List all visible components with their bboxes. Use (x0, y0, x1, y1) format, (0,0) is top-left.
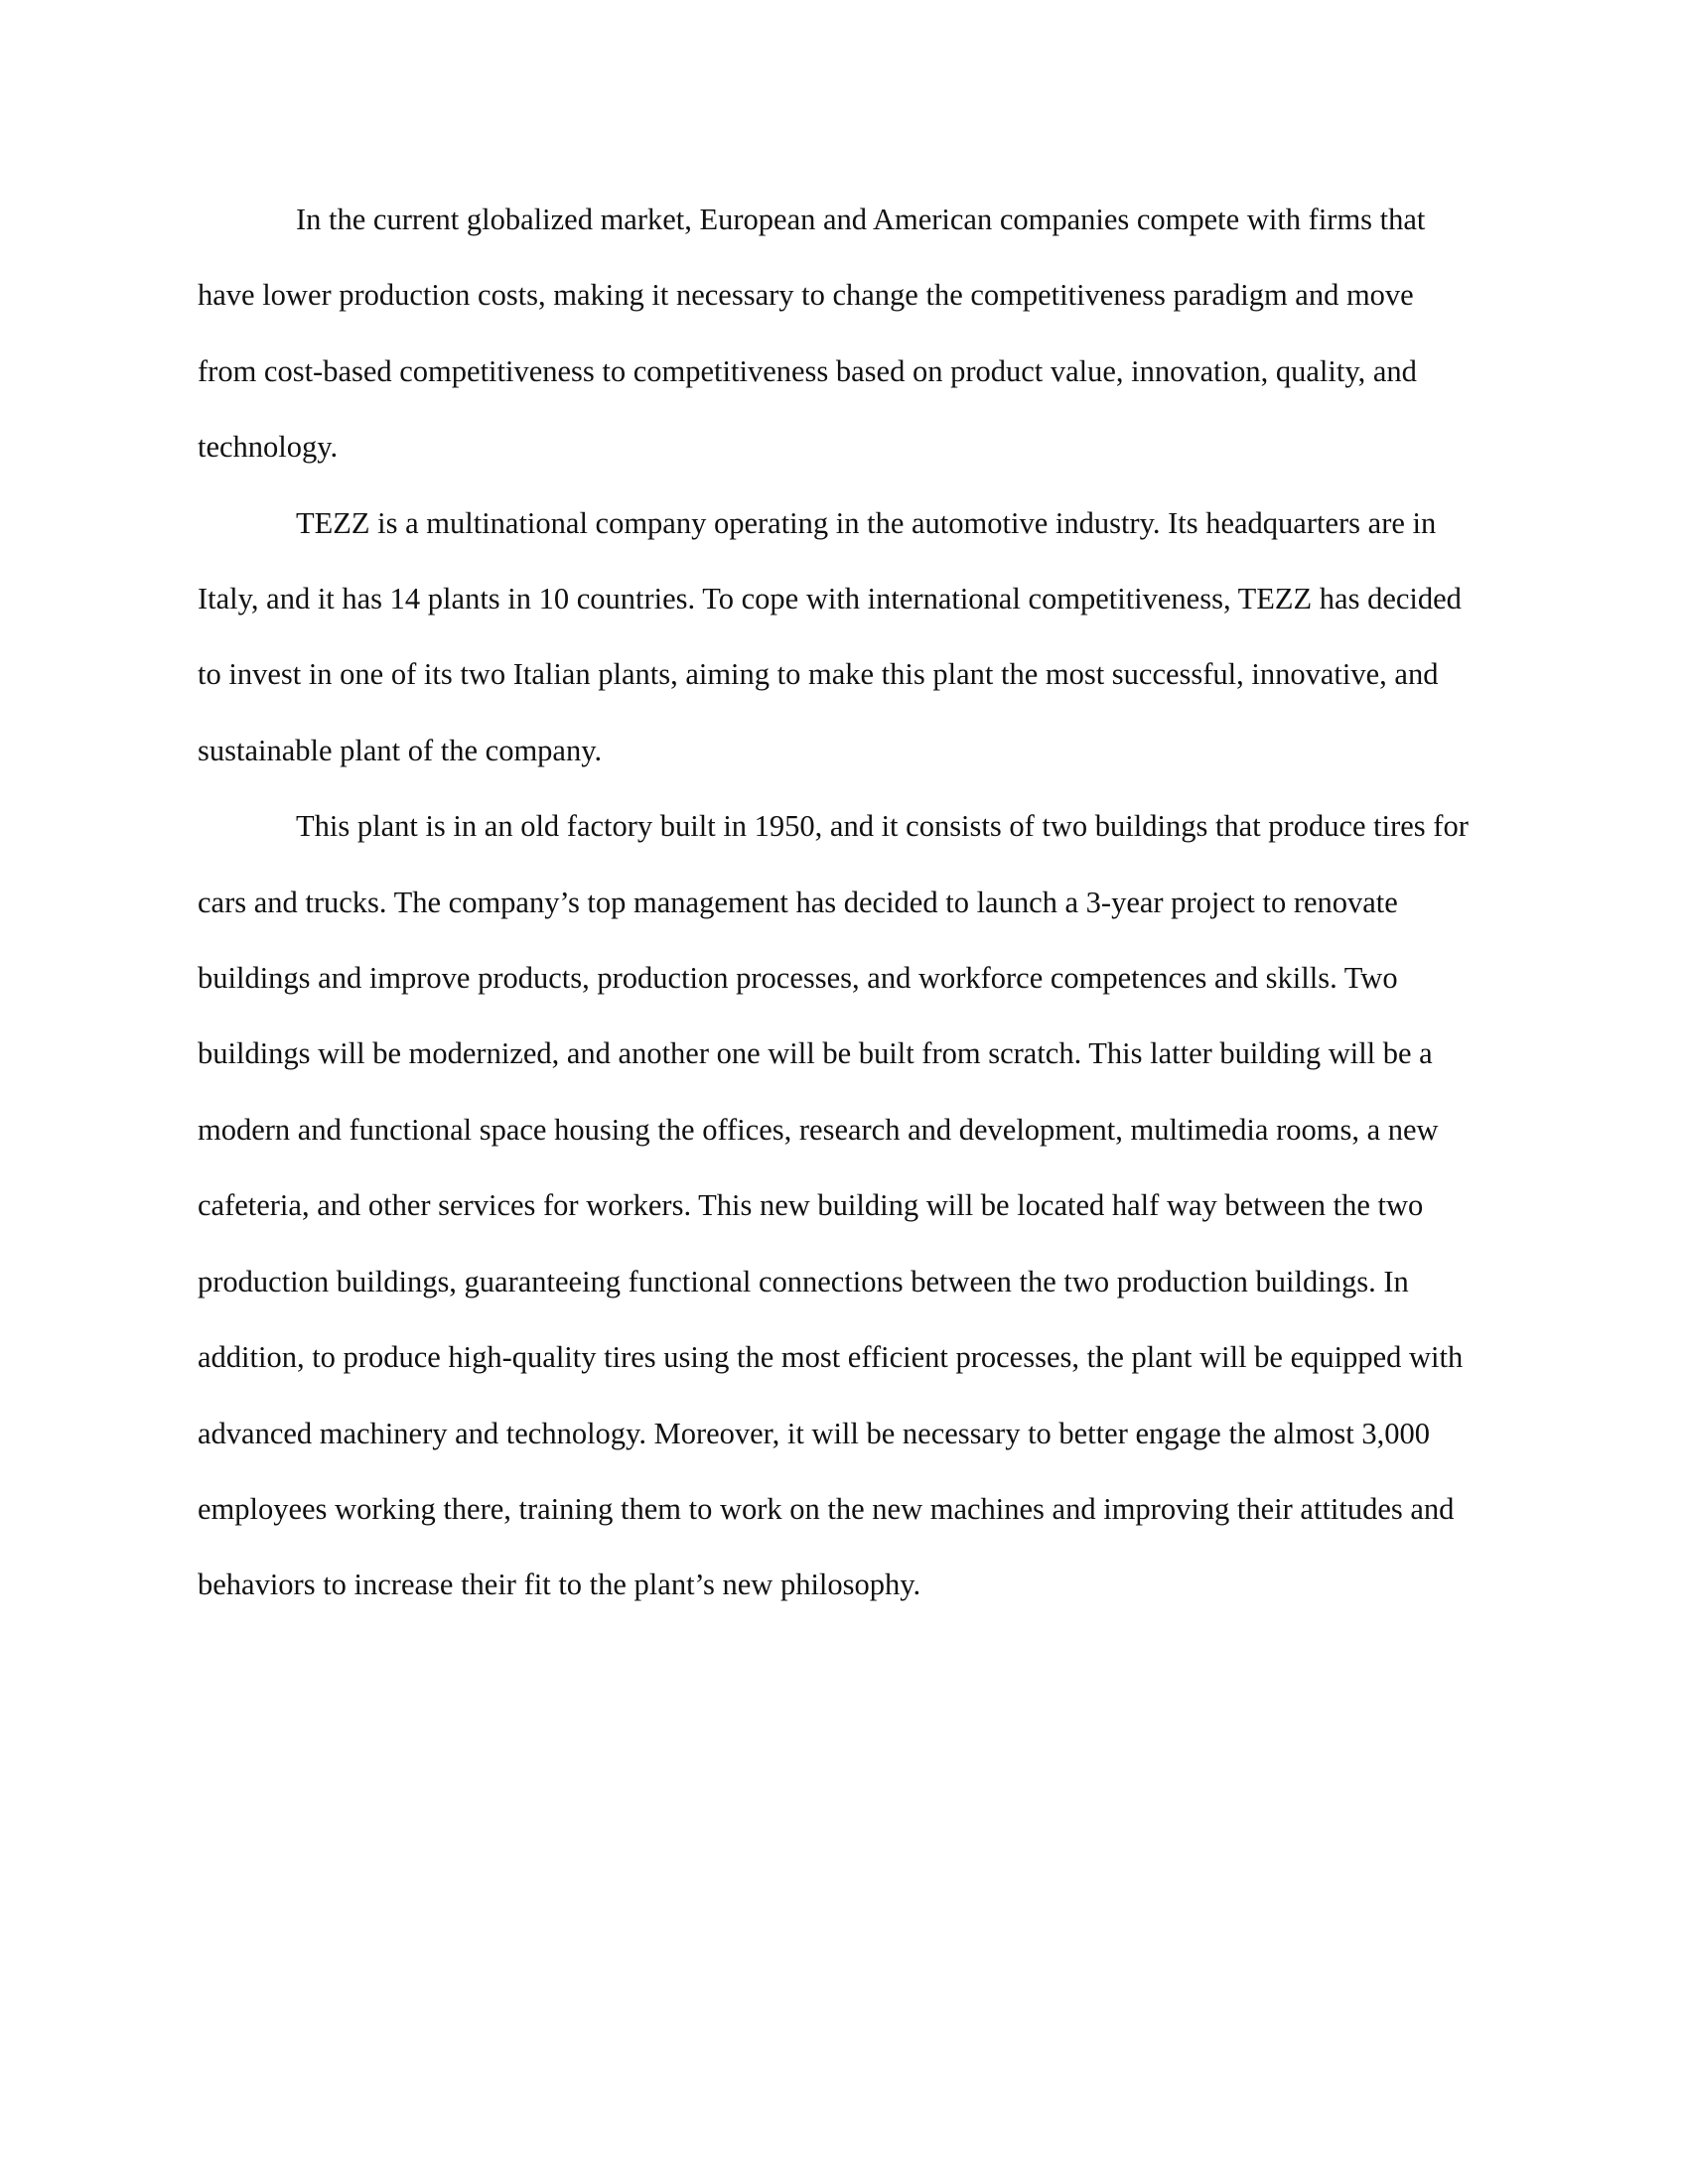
document-body (198, 182, 1478, 1623)
paragraph-tezz-company: TEZZ is a multinational company operating in the automotive industry. Its headquarters are in Italy, and it has 14 plants in 10 countries. To cope with international competitiveness, TEZZ has decided to invest in one of its two Italian plants, aiming to make this plant the most successful, innovative, and sustainable plant of the company. (198, 505, 1462, 767)
paragraph-plant-project: This plant is in an old factory built in 1950, and it consists of two buildings that produce tires for cars and trucks. The company’s top management has decided to launch a 3-year project to renovate buildings and improve products, production processes, and workforce competences and skills. Two buildings will be modernized, and another one will be built from scratch. This latter building will be a modern and functional space housing the offices, research and development, multimedia rooms, a new cafeteria, and other services for workers. This new building will be located half way between the two production buildings, guaranteeing functional connections between the two production buildings. In addition, to produce high-quality tires using the most efficient processes, the plant will be equipped with advanced machinery and technology. Moreover, it will be necessary to better engage the almost 3,000 employees working there, training them to work on the new machines and improving their attitudes and behaviors to increase their fit to the plant’s new philosophy. (198, 809, 1469, 1602)
paragraph-intro: In the current globalized market, European and American companies compete with firms that have lower production costs, making it necessary to change the competitiveness paradigm and move from cost-based competitiveness to competitiveness based on product value, innovation, quality, and technology. (198, 203, 1426, 465)
